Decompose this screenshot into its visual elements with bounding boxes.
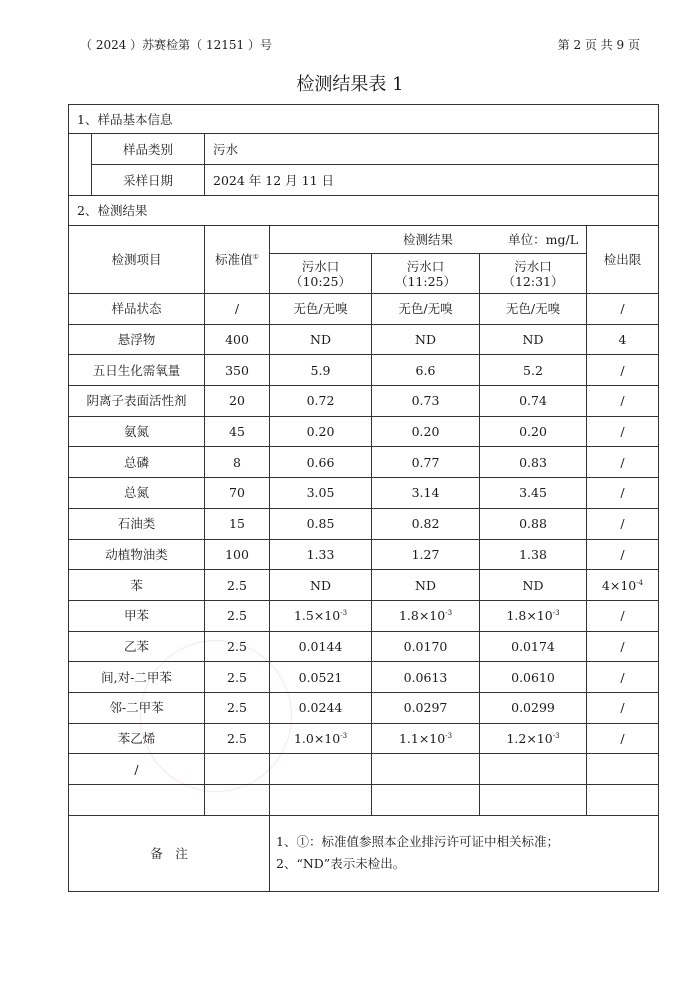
remark-line-2: 2、“ND”表示未检出。 — [276, 856, 406, 872]
row-v3: ND — [480, 324, 587, 355]
row-item: 苯 — [69, 570, 205, 601]
table-row — [69, 294, 659, 325]
results-label: 检测结果 — [402, 232, 453, 247]
row-v3: 3.45 — [480, 478, 587, 509]
row-item: 阴离子表面活性剂 — [69, 386, 205, 417]
col-header-item: 检测项目 — [69, 226, 205, 294]
row-item: 五日生化需氧量 — [69, 355, 205, 386]
row-v2: 0.20 — [372, 416, 480, 447]
row-v3: 0.0610 — [480, 662, 587, 693]
table-row — [69, 386, 659, 417]
row-limit: / — [587, 386, 659, 417]
row-limit — [587, 754, 659, 785]
row-v1: $1.0\times 10^{-3}$ — [270, 723, 372, 754]
remarks-label: 备 注 — [69, 815, 270, 891]
row-v3: ND — [480, 570, 587, 601]
indent-cell — [69, 165, 92, 196]
row-v2: ND — [372, 324, 480, 355]
row-v3: 0.0174 — [480, 631, 587, 662]
row-v1 — [270, 754, 372, 785]
row-std: 2.5 — [205, 662, 270, 693]
row-v2: 6.6 — [372, 355, 480, 386]
row-item: 乙苯 — [69, 631, 205, 662]
page-title: 检测结果表 1 — [296, 74, 404, 95]
row-std: 2.5 — [205, 570, 270, 601]
row-v1: $1.5\times 10^{-3}$ — [270, 600, 372, 631]
row-limit — [587, 785, 659, 816]
row-v2: 0.73 — [372, 386, 480, 417]
table-row — [69, 662, 659, 693]
remark-line-1: 1、①：标准值参照本企业排污许可证中相关标准； — [276, 834, 559, 850]
row-v3: 无色/无嗅 — [480, 294, 587, 325]
row-item: 动植物油类 — [69, 539, 205, 570]
row-v2: 0.0297 — [372, 692, 480, 723]
row-limit: / — [587, 662, 659, 693]
row-item: 悬浮物 — [69, 324, 205, 355]
row-v3: 1.38 — [480, 539, 587, 570]
row-v1: 0.20 — [270, 416, 372, 447]
table-row — [69, 324, 659, 355]
row-limit: $4\times 10^{-4}$ — [587, 570, 659, 601]
row-v2: 0.82 — [372, 508, 480, 539]
remarks-content — [270, 815, 659, 891]
unit-label: 单位：mg/L — [508, 232, 578, 247]
row-limit: / — [587, 539, 659, 570]
row-v1: ND — [270, 570, 372, 601]
row-v3: 5.2 — [480, 355, 587, 386]
row-limit: / — [587, 294, 659, 325]
row-v3: 0.20 — [480, 416, 587, 447]
row-v3: 0.88 — [480, 508, 587, 539]
row-std: 100 — [205, 539, 270, 570]
row-v3: 0.74 — [480, 386, 587, 417]
row-v1: 无色/无嗅 — [270, 294, 372, 325]
row-limit: / — [587, 692, 659, 723]
row-v1: 0.85 — [270, 508, 372, 539]
table-row — [69, 478, 659, 509]
row-std: 70 — [205, 478, 270, 509]
table-row — [69, 631, 659, 662]
row-item — [69, 785, 205, 816]
row-std: 2.5 — [205, 600, 270, 631]
col-header-point-3: 污水口 （12:31） — [480, 254, 587, 294]
row-v2: $1.1\times 10^{-3}$ — [372, 723, 480, 754]
row-v2: 1.27 — [372, 539, 480, 570]
table-row — [69, 754, 659, 785]
row-item: 总氮 — [69, 478, 205, 509]
row-std — [205, 785, 270, 816]
table-row — [69, 785, 659, 816]
row-v2: $1.8\times 10^{-3}$ — [372, 600, 480, 631]
row-v3: 0.83 — [480, 447, 587, 478]
row-item: / — [69, 754, 205, 785]
row-v2: 0.0170 — [372, 631, 480, 662]
row-limit: / — [587, 508, 659, 539]
remarks-row — [69, 815, 659, 891]
row-item: 氨氮 — [69, 416, 205, 447]
row-v1: 3.05 — [270, 478, 372, 509]
row-v1: 0.0144 — [270, 631, 372, 662]
col-header-results — [270, 226, 587, 254]
table-row — [69, 447, 659, 478]
row-v3 — [480, 754, 587, 785]
section1-heading: 1、样品基本信息 — [69, 105, 659, 134]
sample-date-label: 采样日期 — [92, 165, 205, 196]
row-v1: 1.33 — [270, 539, 372, 570]
row-v2: 3.14 — [372, 478, 480, 509]
table-row — [69, 355, 659, 386]
row-limit: / — [587, 416, 659, 447]
row-std: 2.5 — [205, 723, 270, 754]
row-limit: / — [587, 478, 659, 509]
row-v2 — [372, 785, 480, 816]
section2-heading: 2、检测结果 — [69, 196, 659, 226]
table-row — [69, 508, 659, 539]
row-limit: / — [587, 447, 659, 478]
row-std: 350 — [205, 355, 270, 386]
row-limit: 4 — [587, 324, 659, 355]
row-v1: ND — [270, 324, 372, 355]
row-std: 2.5 — [205, 631, 270, 662]
row-v3: $1.8\times 10^{-3}$ — [480, 600, 587, 631]
table-row — [69, 600, 659, 631]
row-std: / — [205, 294, 270, 325]
row-v2: ND — [372, 570, 480, 601]
row-v3: $1.2\times 10^{-3}$ — [480, 723, 587, 754]
row-v1: 0.72 — [270, 386, 372, 417]
results-table — [68, 104, 659, 892]
col-header-limit: 检出限 — [587, 226, 659, 294]
col-header-point-2: 污水口 （11:25） — [372, 254, 480, 294]
row-limit: / — [587, 631, 659, 662]
row-limit: / — [587, 355, 659, 386]
sample-type-value: 污水 — [205, 134, 659, 165]
row-v1: 5.9 — [270, 355, 372, 386]
row-std: 400 — [205, 324, 270, 355]
row-v2 — [372, 754, 480, 785]
sample-type-label: 样品类别 — [92, 134, 205, 165]
row-v1: 0.0521 — [270, 662, 372, 693]
table-row — [69, 539, 659, 570]
row-v2: 0.77 — [372, 447, 480, 478]
row-item: 甲苯 — [69, 600, 205, 631]
row-v3 — [480, 785, 587, 816]
table-row — [69, 723, 659, 754]
row-v3: 0.0299 — [480, 692, 587, 723]
report-number: （ 2024 ）苏赛检第（ 12151 ）号 — [80, 38, 272, 52]
row-item: 间,对-二甲苯 — [69, 662, 205, 693]
table-row — [69, 416, 659, 447]
row-item: 石油类 — [69, 508, 205, 539]
row-std: 20 — [205, 386, 270, 417]
row-item: 样品状态 — [69, 294, 205, 325]
page-number: 第 2 页 共 9 页 — [557, 38, 640, 52]
row-item: 邻-二甲苯 — [69, 692, 205, 723]
indent-cell — [69, 134, 92, 165]
row-v1: 0.66 — [270, 447, 372, 478]
col-header-standard: 标准值① — [205, 226, 270, 294]
table-row — [69, 570, 659, 601]
row-std: 8 — [205, 447, 270, 478]
row-limit: / — [587, 600, 659, 631]
row-v1: 0.0244 — [270, 692, 372, 723]
row-v2: 0.0613 — [372, 662, 480, 693]
row-item: 苯乙烯 — [69, 723, 205, 754]
sample-date-value: 2024 年 12 月 11 日 — [205, 165, 659, 196]
row-limit: / — [587, 723, 659, 754]
table-row — [69, 692, 659, 723]
row-std: 45 — [205, 416, 270, 447]
row-v2: 无色/无嗅 — [372, 294, 480, 325]
col-header-point-1: 污水口 （10:25） — [270, 254, 372, 294]
row-item: 总磷 — [69, 447, 205, 478]
row-std: 2.5 — [205, 692, 270, 723]
row-v1 — [270, 785, 372, 816]
row-std: 15 — [205, 508, 270, 539]
row-std — [205, 754, 270, 785]
